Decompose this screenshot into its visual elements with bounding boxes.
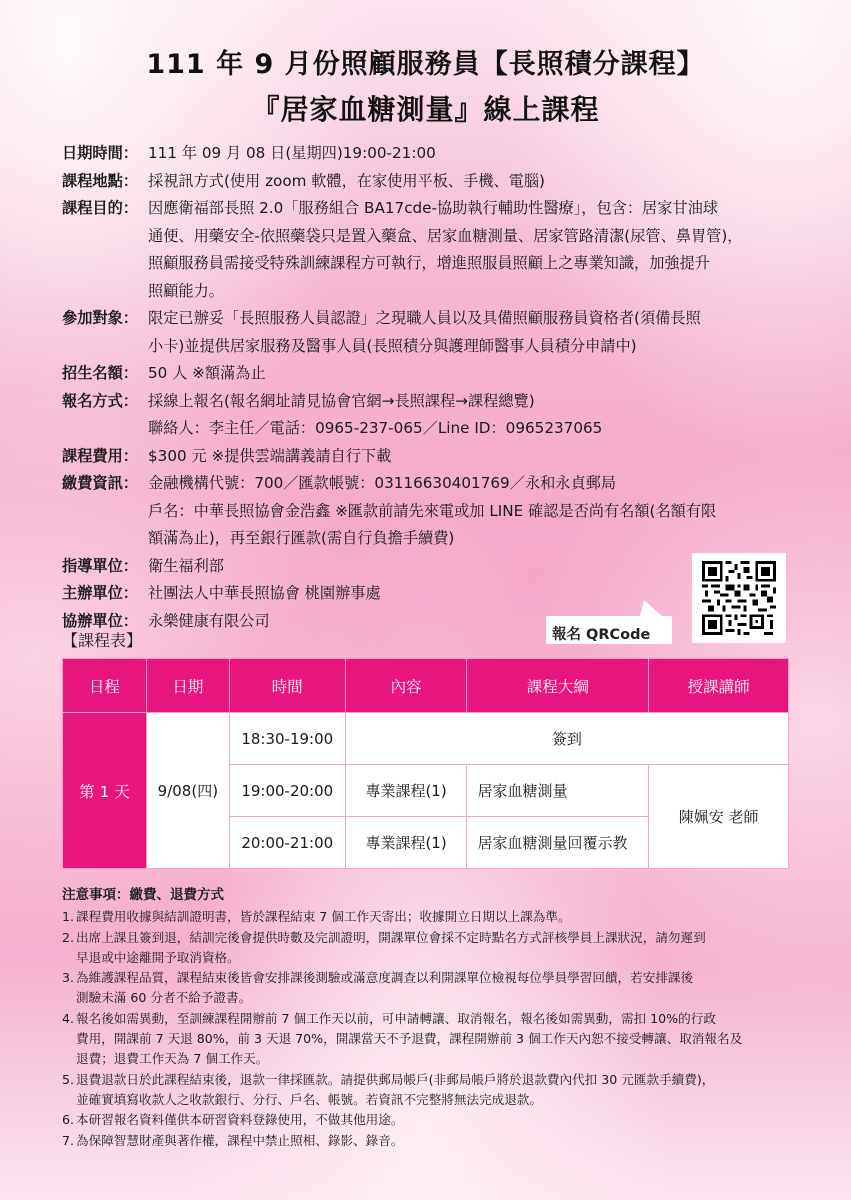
info-value: 永樂健康有限公司: [148, 611, 270, 630]
info-label: 招生名額：: [62, 364, 138, 382]
info-row: [62, 305, 802, 360]
list-item: [62, 907, 797, 927]
info-row: [62, 168, 802, 196]
info-row: [62, 580, 802, 608]
info-label: 課程目的：: [62, 199, 138, 217]
note-text: 課程費用收據與結訓證明書，皆於課程結束 7 個工作天寄出；收據開立日期以上課為準。: [76, 909, 571, 925]
list-item: [62, 1131, 797, 1151]
info-value: 通便、用藥安全-依照藥袋只是置入藥盒、居家血糖測量、居家管路清潔(尿管、鼻胃管)，: [148, 226, 743, 245]
info-value: 小卡)並提供居家服務及醫事人員(長照積分與護理師醫事人員積分申請中): [148, 336, 637, 355]
info-value: 因應衛福部長照 2.0「服務組合 BA17cde-協助執行輔助性醫療」，包含：居家甘油球: [148, 199, 718, 217]
info-value: 50 人 ※額滿為止: [148, 364, 266, 382]
header-content: 內容: [345, 659, 467, 713]
header-date: 日期: [146, 659, 229, 713]
qr-code-label: 報名 QRCode: [552, 627, 651, 643]
info-row: [62, 388, 802, 443]
notes-section: [62, 885, 797, 1151]
info-value: 照顧能力。: [148, 281, 224, 300]
teacher-cell: 陳姵安 老師: [649, 765, 789, 869]
note-text: 出席上課且簽到退，結訓完後會提供時數及完訓證明，開課單位會採不定時點名方式評核學員上課狀況，請勿遲到: [76, 929, 706, 945]
time-cell: 20:00-21:00: [229, 817, 345, 869]
note-text: 本研習報名資料僅供本研習資料登錄使用，不做其他用途。: [76, 1112, 404, 1128]
checkin-cell: 簽到: [345, 713, 788, 765]
note-text: 報名後如需異動，至訓練課程開辦前 7 個工作天以前，可申請轉讓、取消報名，報名後如需異動，需扣 10%的行政: [76, 1010, 716, 1026]
note-number: 3.: [62, 970, 75, 986]
day-cell: 第 1 天: [63, 713, 147, 869]
note-number: 6.: [62, 1112, 75, 1128]
header-teacher: 授課講師: [649, 659, 789, 713]
info-value: 111 年 09 月 08 日(星期四)19:00-21:00: [148, 144, 436, 162]
content-cell: 專業課程(1): [345, 765, 467, 817]
page-subtitle: 『居家血糖測量』線上課程: [251, 93, 600, 126]
info-row: [62, 360, 802, 388]
info-label: 課程費用：: [62, 446, 138, 465]
info-value: 社團法人中華長照協會 桃園辦事處: [148, 584, 381, 602]
info-label: 日期時間：: [62, 144, 138, 162]
schedule-label: 【課程表】: [62, 631, 143, 650]
info-row: [62, 608, 802, 636]
note-text: 早退或中途離開予取消資格。: [76, 949, 240, 965]
outline-cell: 居家血糖測量回覆示教: [467, 817, 649, 869]
note-text: 為維護課程品質，課程結束後皆會安排課後測驗或滿意度調查以利開課單位檢視每位學員學習回饋，若安排課後: [76, 970, 694, 986]
info-section: [62, 140, 802, 635]
info-value: 額滿為止)，再至銀行匯款(需自行負擔手續費): [148, 529, 455, 547]
info-value: 照顧服務員需接受特殊訓練課程方可執行，增進照服員照顧上之專業知識，加強提升: [148, 254, 710, 272]
info-value: 金融機構代號：700／匯款帳號：03116630401769／永和永貞郵局: [148, 474, 617, 492]
info-value: 衛生福利部: [148, 556, 224, 575]
date-cell: 9/08(四): [146, 713, 229, 869]
notes-title: 注意事項：繳費、退費方式: [62, 887, 224, 903]
header-outline: 課程大綱: [467, 659, 649, 713]
info-row: [62, 470, 802, 553]
list-item: [62, 1110, 797, 1130]
note-text: 為保障智慧財產與著作權，課程中禁止照相、錄影、錄音。: [76, 1132, 404, 1148]
info-value: 聯絡人：李主任／電話：0965-237-065／Line ID：0965237065: [148, 419, 603, 437]
header-time: 時間: [229, 659, 345, 713]
note-number: 7.: [62, 1132, 75, 1148]
time-cell: 19:00-20:00: [229, 765, 345, 817]
qr-code[interactable]: [692, 553, 786, 643]
list-item: [62, 928, 797, 969]
info-label: 報名方式：: [62, 391, 138, 410]
info-value: 採線上報名(報名網址請見協會官網→長照課程→課程總覽): [148, 391, 535, 410]
note-text: 費用，開課前 7 天退 80%，前 3 天退 70%，開課當天不予退費，課程開辦前 3 個工作天內恕不接受轉讓、取消報名及: [76, 1031, 743, 1047]
note-text: 退費退款日於此課程結束後，退款一律採匯款。請提供郵局帳戶(非郵局帳戶將於退款費內代扣 30 元匯款手續費)，: [76, 1071, 715, 1087]
list-item: [62, 968, 797, 1009]
schedule-table: [62, 658, 789, 869]
qr-code-icon: [702, 561, 776, 635]
info-label: 協辦單位：: [62, 611, 138, 630]
info-value: $300 元 ※提供雲端講義請自行下載: [148, 446, 392, 465]
time-cell: 18:30-19:00: [229, 713, 345, 765]
list-item: [62, 1070, 797, 1111]
header-day: 日程: [63, 659, 147, 713]
note-number: 1.: [62, 909, 75, 925]
info-row: [62, 553, 802, 581]
note-number: 5.: [62, 1071, 75, 1087]
info-row: [62, 195, 802, 305]
info-row: [62, 443, 802, 471]
note-text: 並確實填寫收款人之收款銀行、分行、戶名、帳號。若資訊不完整將無法完成退款。: [76, 1091, 542, 1107]
info-value: 戶名：中華長照協會金浩鑫 ※匯款前請先來電或加 LINE 確認是否尚有名額(名額有限: [148, 501, 717, 520]
page-title: 111 年 9 月份照顧服務員【長照積分課程】: [146, 49, 705, 80]
info-label: 課程地點：: [62, 171, 138, 190]
info-value: 限定已辦妥「長照服務人員認證」之現職人員以及具備照顧服務員資格者(須備長照: [148, 309, 701, 327]
table-row: [63, 713, 789, 765]
info-label: 繳費資訊：: [62, 474, 138, 492]
info-label: 主辦單位：: [62, 584, 138, 602]
outline-cell: 居家血糖測量: [467, 765, 649, 817]
note-text: 測驗未滿 60 分者不給予證書。: [76, 990, 252, 1006]
info-value: 採視訊方式(使用 zoom 軟體，在家使用平板、手機、電腦): [148, 171, 545, 190]
info-label: 參加對象：: [62, 309, 138, 327]
note-text: 退費；退費工作天為 7 個工作天。: [76, 1051, 269, 1067]
note-number: 2.: [62, 929, 75, 945]
content-cell: 專業課程(1): [345, 817, 467, 869]
table-header-row: [63, 659, 789, 713]
info-row: [62, 140, 802, 168]
info-label: 指導單位：: [62, 556, 138, 575]
list-item: [62, 1009, 797, 1070]
note-number: 4.: [62, 1010, 75, 1026]
